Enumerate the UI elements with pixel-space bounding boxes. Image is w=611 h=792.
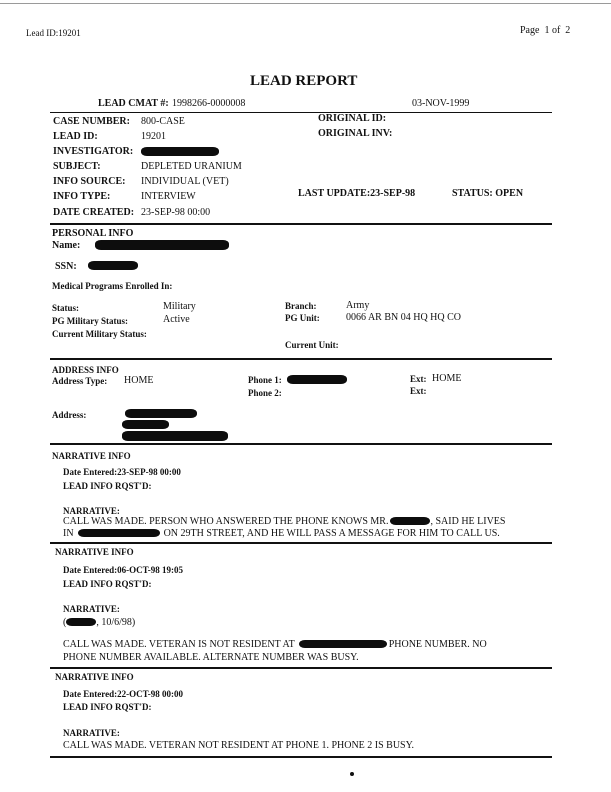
phone2-label: Phone 2: bbox=[248, 388, 282, 398]
page-title: LEAD REPORT bbox=[250, 73, 358, 89]
date-entered-1: Date Entered:23-SEP-98 00:00 bbox=[63, 467, 181, 477]
investigator-label: INVESTIGATOR: bbox=[53, 146, 134, 157]
divider bbox=[50, 443, 552, 445]
narrative-2-paren-rest: , 10/6/98) bbox=[96, 617, 136, 628]
ext1-label: Ext: bbox=[410, 374, 427, 384]
phone1-label: Phone 1: bbox=[248, 375, 282, 385]
divider bbox=[50, 358, 552, 360]
last-update bbox=[298, 188, 415, 199]
address-type-value: HOME bbox=[124, 375, 154, 386]
scan-dot bbox=[350, 772, 354, 776]
info-type-value: INTERVIEW bbox=[141, 191, 196, 202]
name-redaction-inline bbox=[390, 517, 430, 525]
branch-value: Army bbox=[346, 300, 370, 311]
cmat-value: 1998266-0000008 bbox=[172, 98, 246, 109]
narrative-label-3: NARRATIVE: bbox=[63, 728, 120, 738]
subject-value: DEPLETED URANIUM bbox=[141, 161, 242, 172]
lead-info-rqst-3: LEAD INFO RQST'D: bbox=[63, 702, 152, 712]
street-redaction-inline bbox=[78, 529, 160, 537]
address-redaction-3 bbox=[122, 431, 228, 441]
narrative-2-line-1b: PHONE NUMBER. NO bbox=[388, 639, 487, 650]
narrative-1-line-1a: CALL WAS MADE. PERSON WHO ANSWERED THE PHONE KNOWS MR. bbox=[63, 516, 389, 527]
divider bbox=[50, 542, 552, 544]
lead-info-rqst-1: LEAD INFO RQST'D: bbox=[63, 481, 152, 491]
subject-label: SUBJECT: bbox=[53, 161, 101, 172]
original-id-label: ORIGINAL ID: bbox=[318, 113, 387, 124]
last-update-value: 23-SEP-98 bbox=[370, 188, 416, 199]
lead-id-label: LEAD ID: bbox=[53, 131, 98, 142]
date-entered-3: Date Entered:22-OCT-98 00:00 bbox=[63, 689, 183, 699]
narrative-label-1: NARRATIVE: bbox=[63, 506, 120, 516]
phone1-redaction bbox=[287, 375, 347, 384]
branch-label: Branch: bbox=[285, 301, 317, 311]
narrative-heading-3: NARRATIVE INFO bbox=[55, 672, 134, 682]
narrative-heading-2: NARRATIVE INFO bbox=[55, 547, 134, 557]
name-label: Name: bbox=[52, 240, 81, 251]
narrative-1-line-1b: , SAID HE LIVES bbox=[430, 516, 506, 527]
personal-info-heading: PERSONAL INFO bbox=[52, 228, 134, 239]
original-inv-label: ORIGINAL INV: bbox=[318, 128, 393, 139]
pg-military-status-value: Active bbox=[163, 314, 190, 325]
narrative-3-line-1: CALL WAS MADE. VETERAN NOT RESIDENT AT PHONE 1. PHONE 2 IS BUSY. bbox=[63, 740, 415, 751]
info-type-label: INFO TYPE: bbox=[53, 191, 111, 202]
page-indicator bbox=[520, 25, 570, 36]
divider bbox=[50, 223, 552, 225]
report-date: 03-NOV-1999 bbox=[412, 98, 470, 109]
address-info-heading: ADDRESS INFO bbox=[52, 365, 119, 375]
status-military-value: Military bbox=[163, 301, 196, 312]
info-source-label: INFO SOURCE: bbox=[53, 176, 126, 187]
divider bbox=[50, 112, 552, 113]
narrative-2-line-2: PHONE NUMBER AVAILABLE. ALTERNATE NUMBER WAS BUSY. bbox=[63, 652, 359, 663]
address-type-label: Address Type: bbox=[52, 376, 108, 386]
address-redaction-2 bbox=[122, 420, 169, 429]
header-lead-id: Lead ID:19201 bbox=[26, 28, 81, 38]
cmat-label: LEAD CMAT #: bbox=[98, 98, 169, 109]
scan-edge-line bbox=[0, 3, 611, 4]
lead-id-value: 19201 bbox=[141, 131, 166, 142]
name-redaction bbox=[95, 240, 229, 250]
address-label: Address: bbox=[52, 410, 87, 420]
current-military-status-label: Current Military Status: bbox=[52, 329, 147, 339]
divider bbox=[50, 667, 552, 669]
address-redaction-1 bbox=[125, 409, 197, 418]
case-number-label: CASE NUMBER: bbox=[53, 116, 130, 127]
status-label: STATUS: bbox=[452, 188, 493, 199]
narrative-2-line-1a: CALL WAS MADE. VETERAN IS NOT RESIDENT AT bbox=[63, 639, 295, 650]
current-unit-label: Current Unit: bbox=[285, 340, 339, 350]
narrative-2-line-1 bbox=[63, 639, 487, 650]
page-label: Page bbox=[520, 25, 540, 36]
page-total: 2 bbox=[565, 25, 571, 36]
date-created-label: DATE CREATED: bbox=[53, 207, 135, 218]
divider bbox=[50, 756, 552, 758]
narrative-1-line-1 bbox=[63, 516, 505, 527]
narrative-2-note bbox=[63, 617, 135, 628]
narrative-1-line-2a: IN bbox=[63, 528, 74, 539]
lead-info-rqst-2: LEAD INFO RQST'D: bbox=[63, 579, 152, 589]
last-update-label: LAST UPDATE: bbox=[298, 188, 371, 199]
medical-programs-label: Medical Programs Enrolled In: bbox=[52, 281, 173, 291]
ext1-value: HOME bbox=[432, 373, 462, 384]
of-label: of bbox=[551, 25, 561, 36]
info-source-value: INDIVIDUAL (VET) bbox=[141, 176, 229, 187]
location-redaction-inline bbox=[299, 640, 387, 648]
initials-redaction-inline bbox=[66, 618, 96, 626]
ext2-label: Ext: bbox=[410, 386, 427, 396]
status-field bbox=[452, 188, 523, 199]
narrative-1-line-2b: ON 29TH STREET, AND HE WILL PASS A MESSAGE FOR HIM TO CALL US. bbox=[163, 528, 500, 539]
investigator-redaction bbox=[141, 147, 219, 156]
case-number-value: 800-CASE bbox=[141, 116, 185, 127]
status-military-label: Status: bbox=[52, 303, 80, 313]
narrative-label-2: NARRATIVE: bbox=[63, 604, 120, 614]
date-entered-2: Date Entered:06-OCT-98 19:05 bbox=[63, 565, 183, 575]
pg-unit-label: PG Unit: bbox=[285, 313, 320, 323]
narrative-heading-1: NARRATIVE INFO bbox=[52, 451, 131, 461]
date-created-value: 23-SEP-98 00:00 bbox=[141, 207, 211, 218]
status-value: OPEN bbox=[495, 188, 524, 199]
pg-unit-value: 0066 AR BN 04 HQ HQ CO bbox=[346, 312, 462, 323]
ssn-redaction bbox=[88, 261, 138, 270]
ssn-label: SSN: bbox=[55, 261, 77, 272]
page-number: 1 bbox=[544, 25, 550, 36]
pg-military-status-label: PG Military Status: bbox=[52, 316, 128, 326]
narrative-2-paren-open: ( bbox=[63, 617, 67, 628]
narrative-1-line-2 bbox=[63, 528, 500, 539]
